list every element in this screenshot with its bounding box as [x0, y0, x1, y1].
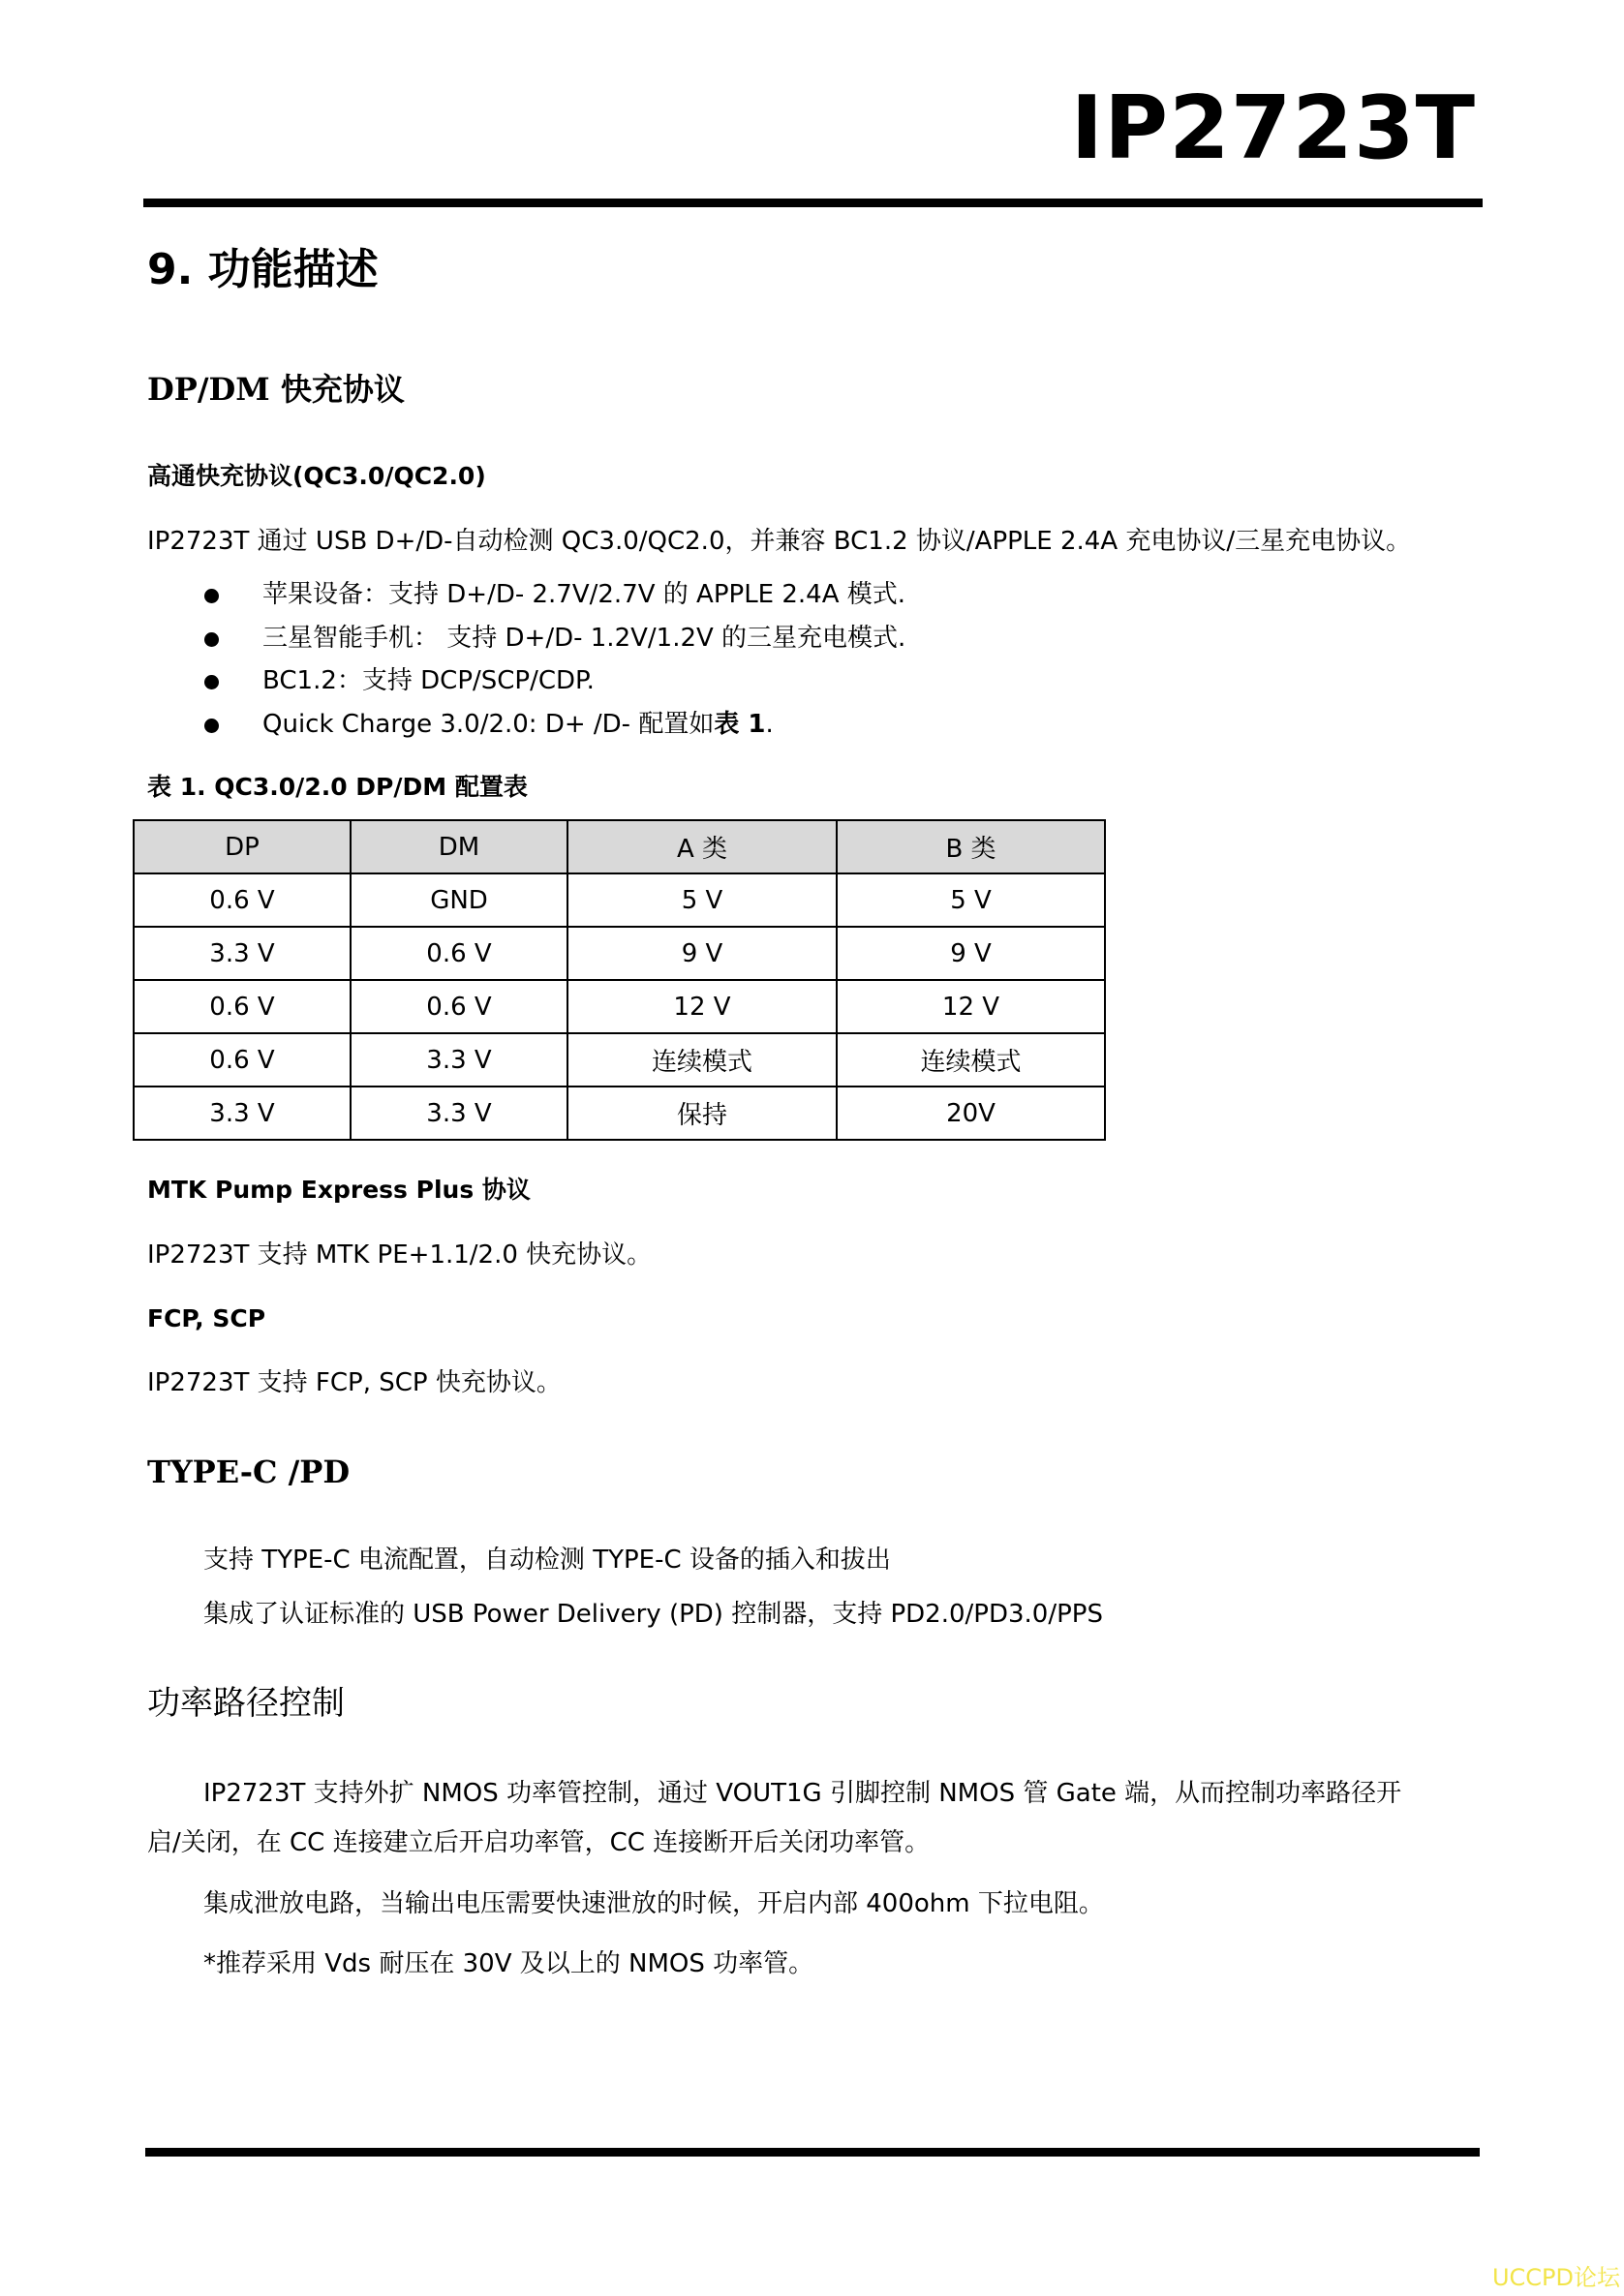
table-row [134, 1087, 1105, 1140]
section-title: 9. 功能描述 [147, 245, 379, 294]
list-item-text: 三星智能手机： 支持 D+/D- 1.2V/1.2V 的三星充电模式. [262, 623, 906, 653]
list-item [199, 659, 905, 703]
table-cell: 9 V [567, 927, 837, 980]
table-cell: 0.6 V [351, 927, 567, 980]
typec-heading: TYPE-C /PD [147, 1454, 351, 1490]
bullet-dot-icon [204, 675, 219, 689]
header-rule [143, 199, 1483, 207]
table-reference-link[interactable]: 表 1 [714, 709, 766, 739]
typec-line-1: 支持 TYPE-C 电流配置，自动检测 TYPE-C 设备的插入和拔出 [203, 1546, 891, 1575]
list-item [199, 573, 905, 617]
power-para-2: 集成泄放电路，当输出电压需要快速泄放的时候，开启内部 400ohm 下拉电阻。 [203, 1889, 1104, 1918]
power-para-1-line-2: 启/关闭，在 CC 连接建立后开启功率管，CC 连接断开后关闭功率管。 [147, 1828, 931, 1857]
fcp-heading: FCP, SCP [147, 1304, 266, 1332]
dpdm-heading: DP/DM 快充协议 [147, 371, 405, 408]
table-cell: 0.6 V [351, 980, 567, 1033]
table-row [134, 980, 1105, 1033]
table-cell: 12 V [567, 980, 837, 1033]
list-item-text: 苹果设备：支持 D+/D- 2.7V/2.7V 的 APPLE 2.4A 模式. [262, 580, 906, 609]
table-cell: 3.3 V [351, 1087, 567, 1140]
list-item-text: . [765, 709, 774, 739]
table-cell: 3.3 V [351, 1033, 567, 1087]
table-header-cell: DP [134, 820, 351, 873]
qc-heading: 高通快充协议(QC3.0/QC2.0) [147, 462, 486, 490]
table-cell: GND [351, 873, 567, 927]
power-para-3: *推荐采用 Vds 耐压在 30V 及以上的 NMOS 功率管。 [203, 1949, 814, 1978]
table-cell: 20V [837, 1087, 1105, 1140]
power-para-1-line-1: IP2723T 支持外扩 NMOS 功率管控制，通过 VOUT1G 引脚控制 NMOS 管 Gate 端，从而控制功率路径开 [203, 1779, 1402, 1808]
list-item-text: Quick Charge 3.0/2.0: D+ /D- 配置如 [262, 709, 715, 739]
table-cell: 0.6 V [134, 873, 351, 927]
mtk-text: IP2723T 支持 MTK PE+1.1/2.0 快充协议。 [147, 1240, 653, 1270]
footer-rule [145, 2148, 1480, 2157]
bullet-dot-icon [204, 589, 219, 603]
table-header-cell: A 类 [567, 820, 837, 873]
qc-config-table [133, 819, 1106, 1141]
table-cell: 连续模式 [837, 1033, 1105, 1087]
table-header-cell: B 类 [837, 820, 1105, 873]
list-item-text: BC1.2：支持 DCP/SCP/CDP. [262, 666, 595, 695]
fcp-text: IP2723T 支持 FCP, SCP 快充协议。 [147, 1368, 562, 1397]
list-item [199, 617, 905, 660]
mtk-heading: MTK Pump Express Plus 协议 [147, 1176, 531, 1204]
bullet-dot-icon [204, 719, 219, 733]
typec-line-2: 集成了认证标准的 USB Power Delivery (PD) 控制器，支持 PD2.0/PD3.0/PPS [203, 1600, 1103, 1629]
table-cell: 3.3 V [134, 1087, 351, 1140]
watermark: UCCPD论坛 [1491, 2264, 1620, 2291]
bullet-dot-icon [204, 632, 219, 647]
table-header-row [134, 820, 1105, 873]
table-caption: 表 1. QC3.0/2.0 DP/DM 配置表 [147, 773, 528, 801]
table-cell: 12 V [837, 980, 1105, 1033]
qc-intro: IP2723T 通过 USB D+/D-自动检测 QC3.0/QC2.0，并兼容 BC1.2 协议/APPLE 2.4A 充电协议/三星充电协议。 [147, 527, 1412, 556]
table-cell: 5 V [837, 873, 1105, 927]
table-cell: 9 V [837, 927, 1105, 980]
table-cell: 3.3 V [134, 927, 351, 980]
table-cell: 0.6 V [134, 1033, 351, 1087]
product-title: IP2723T [1070, 77, 1476, 179]
table-row [134, 1033, 1105, 1087]
table-cell: 0.6 V [134, 980, 351, 1033]
bullet-list [199, 573, 905, 746]
table-row [134, 873, 1105, 927]
power-path-heading: 功率路径控制 [147, 1684, 345, 1723]
table-cell: 连续模式 [567, 1033, 837, 1087]
table-cell: 保持 [567, 1087, 837, 1140]
table-header-cell: DM [351, 820, 567, 873]
table-row [134, 927, 1105, 980]
table-cell: 5 V [567, 873, 837, 927]
list-item [199, 703, 905, 747]
